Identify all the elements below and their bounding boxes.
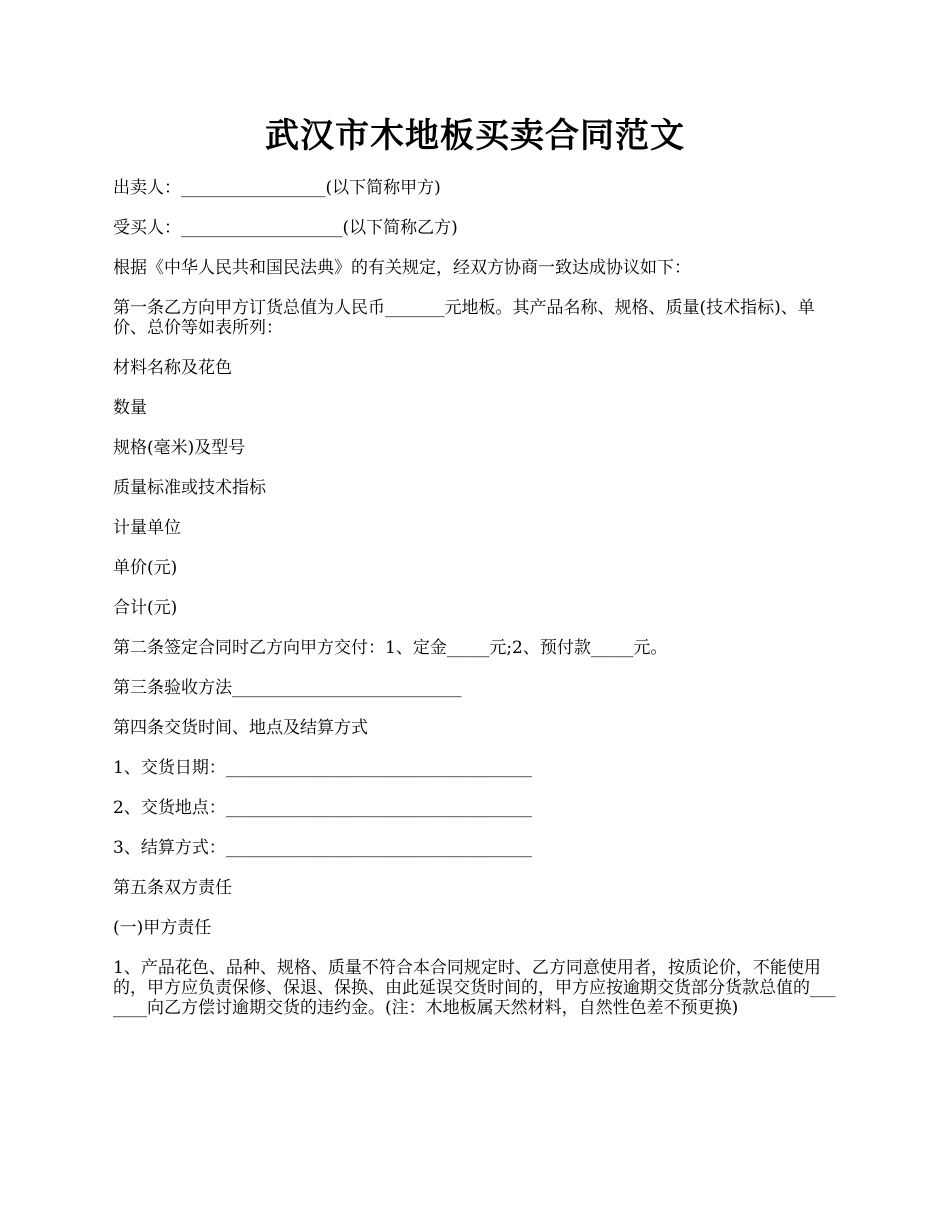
table-field-quantity: 数量: [113, 398, 147, 418]
delivery-place-line: 2、交货地点：____________________________________: [113, 798, 532, 818]
document-title: 武汉市木地板买卖合同范文: [265, 116, 685, 156]
party-a-duty-1-paragraph: 1、产品花色、品种、规格、质量不符合本合同规定时、乙方同意使用者，按质论价，不能使用的，甲方应负责保修、保退、保换、由此延误交货时间的，甲方应按逾期交货部分货款总值的_______向乙方偿讨逾期交货的违约金。(注：木地板属天然材料，自然性色差不预更换): [113, 958, 836, 1018]
article-5-heading: 第五条双方责任: [113, 878, 232, 898]
table-field-material-name: 材料名称及花色: [113, 358, 232, 378]
article-4-heading: 第四条交货时间、地点及结算方式: [113, 718, 368, 738]
article-3-paragraph: 第三条验收方法___________________________: [113, 678, 462, 698]
seller-line: 出卖人：_________________(以下简称甲方): [113, 178, 441, 198]
article-2-paragraph: 第二条签定合同时乙方向甲方交付：1、定金_____元;2、预付款_____元。: [113, 638, 668, 658]
table-field-spec: 规格(毫米)及型号: [113, 438, 246, 458]
delivery-date-line: 1、交货日期：____________________________________: [113, 758, 532, 778]
preamble-paragraph: 根据《中华人民共和国民法典》的有关规定，经双方协商一致达成协议如下：: [113, 258, 691, 278]
table-field-unit-price: 单价(元): [113, 558, 178, 578]
table-field-unit: 计量单位: [113, 518, 181, 538]
buyer-line: 受买人：___________________(以下简称乙方): [113, 218, 458, 238]
table-field-quality: 质量标准或技术指标: [113, 478, 266, 498]
article-1-paragraph: 第一条乙方向甲方订货总值为人民币_______元地板。其产品名称、规格、质量(技术指标)、单价、总价等如表所列：: [113, 298, 815, 338]
table-field-total: 合计(元): [113, 598, 178, 618]
party-a-duties-heading: (一)甲方责任: [113, 918, 212, 938]
document-body: [113, 178, 838, 1038]
settlement-method-line: 3、结算方式：____________________________________: [113, 838, 532, 858]
